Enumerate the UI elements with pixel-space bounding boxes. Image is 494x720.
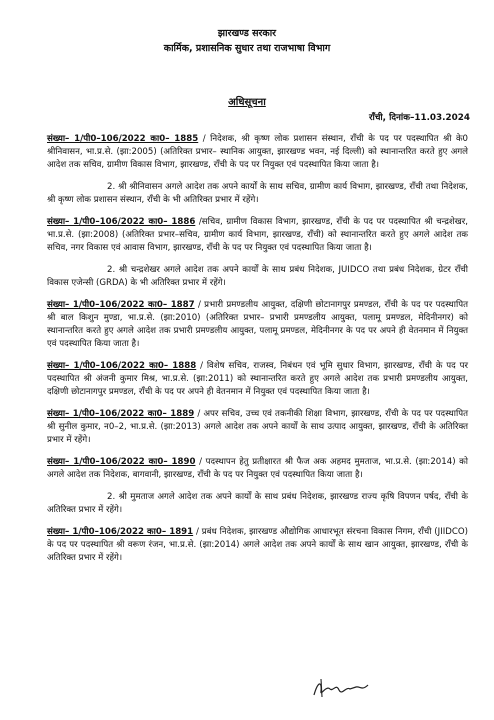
order-text: / प्रभारी प्रमण्डलीय आयुक्त, दक्षिणी छोटानागपुर प्रमण्डल, राँची के पद पर पदस्थापित श्री बाल किशुन मुण्डा, भा.प्र.से. (झा:2010) (अतिरिक्त प्रभार– प्रभारी प्रमण्डलीय आयुक्त, पलामू प्रमण्डल, मेदिनीनगर) को स्थानान्तरित करते हुए अगले आदेश तक प्रभारी प्रमण्डलीय आयुक्त, पलामू प्रमण्डल, मेदिनीनगर के पद पर अपने ही वेतनमान में नियुक्त एवं पदस्थापित किया जाता है। <box>47 300 468 349</box>
order-number: संख्या– 1/पी0–106/2022 का0– 1887 <box>47 300 195 310</box>
sub-text: 2. श्री श्रीनिवासन अगले आदेश तक अपने कार्यों के साथ सचिव, ग्रामीण कार्य विभाग, झारखण्ड, राँची तथा निदेशक, श्री कृष्ण लोक प्रशासन संस्थान, राँची के भी अतिरिक्त प्रभार में रहेंगे। <box>47 182 468 205</box>
sub-paragraph <box>47 181 468 207</box>
order-text: / निदेशक, श्री कृष्ण लोक प्रशासन संस्थान, राँची के पद पर पदस्थापित श्री के0 श्रीनिवासन, भा.प्र.से. (झा:2005) (अतिरिक्त प्रभार– स्थानिक आयुक्त, झारखण्ड भवन, नई दिल्ली) को स्थानान्तरित करते हुए अगले आदेश तक सचिव, ग्रामीण विकास विभाग, झारखण्ड, राँची के पद पर नियुक्त एवं पदस्थापित किया जाता है। <box>47 134 469 170</box>
order-text: / पदस्थापन हेतु प्रतीक्षारत श्री फैज अक अहमद मुमताज, भा.प्र.से. (झा:2014) को अगले आदेश तक निदेशक, बागवानी, झारखण्ड, राँची के पद पर नियुक्त एवं पदस्थापित किया जाता है। <box>47 457 468 480</box>
order-text: / प्रबंध निदेशक, झारखण्ड औद्योगिक आधारभूत संरचना विकास निगम, राँची (JIIDCO) के पद पर पदस्थापित श्री वरूण रंजन, भा.प्र.से. (झा:2014) अगले आदेश तक अपने कार्यों के साथ खान आयुक्त, झारखण्ड, राँची के अतिरिक्त प्रभार में रहेंगे। <box>47 527 468 563</box>
order-number: संख्या– 1/पी0–106/2022 का0– 1886 <box>47 217 196 227</box>
order-text: /सचिव, ग्रामीण विकास विभाग, झारखण्ड, राँची के पद पर पदस्थापित श्री चन्द्रशेखर, भा.प्र.से. (झा:2008) (अतिरिक्त प्रभार–सचिव, ग्रामीण कार्य विभाग, झारखण्ड, राँची) को स्थानान्तरित करते हुए अगले आदेश तक सचिव, नगर विकास एवं आवास विभाग, झारखण्ड, राँची के पद पर नियुक्त एवं पदस्थापित किया जाता है। <box>47 217 468 253</box>
order-text: / विशेष सचिव, राजस्व, निबंधन एवं भूमि सुधार विभाग, झारखण्ड, राँची के पद पर पदस्थापित श्री अंजनी कुमार मिश्र, भा.प्र.से. (झा:2011) को स्थानान्तरित करते हुए अगले आदेश तक प्रभारी प्रमण्डलीय आयुक्त, दक्षिणी छोटानागपुर प्रमण्डल, राँची के पद पर अपने ही वेतनमान में नियुक्त एवं पदस्थापित किया जाता है। <box>47 361 468 397</box>
order-paragraph <box>47 456 468 482</box>
sub-paragraph <box>47 264 468 290</box>
sub-paragraph <box>47 491 468 517</box>
order-paragraph <box>47 526 468 565</box>
order-number: संख्या– 1/पी0–106/2022 का0– 1891 <box>47 527 194 537</box>
sub-text: 2. श्री चन्द्रशेखर अगले आदेश तक अपने कार्यों के साथ प्रबंध निदेशक, JUIDCO तथा प्रबंध निदेशक, ग्रेटर राँची विकास एजेन्सी (GRDA) के भी अतिरिक्त प्रभार में रहेंगे। <box>47 265 468 288</box>
order-paragraph <box>47 360 468 399</box>
government-name: झारखण्ड सरकार <box>217 28 277 39</box>
order-paragraph <box>47 133 468 172</box>
sub-text: 2. श्री मुमताज अगले आदेश तक अपने कार्यों के साथ प्रबंध निदेशक, झारखण्ड राज्य कृषि विपणन पर्षद, राँची के अतिरिक्त प्रभार में रहेंगे। <box>47 492 468 515</box>
order-number: संख्या– 1/पी0–106/2022 का0– 1889 <box>47 409 195 419</box>
notification-body <box>47 133 468 574</box>
order-text: / अपर सचिव, उच्च एवं तकनीकी शिक्षा विभाग, झारखण्ड, राँची के पद पर पदस्थापित श्री सुनील कुमार, न0–2, भा.प्र.से. (झा:2013) अगले आदेश तक अपने कार्यों के साथ उत्पाद आयुक्त, झारखण्ड, राँची के अतिरिक्त प्रभार में रहेंगे। <box>47 409 468 445</box>
document-title: अधिसूचना <box>228 97 266 108</box>
order-number: संख्या– 1/पी0–106/2022 का0– 1885 <box>47 134 199 144</box>
place-date: राँची, दिनांक–11.03.2024 <box>368 113 470 123</box>
order-paragraph <box>47 408 468 447</box>
order-number: संख्या– 1/पी0–106/2022 का0– 1890 <box>47 457 196 467</box>
signature-mark <box>312 677 372 701</box>
order-number: संख्या– 1/पी0–106/2022 का0– 1888 <box>47 361 197 371</box>
department-name: कार्मिक, प्रशासनिक सुधार तथा राजभाषा विभाग <box>163 43 331 54</box>
order-paragraph <box>47 299 468 351</box>
order-paragraph <box>47 216 468 255</box>
